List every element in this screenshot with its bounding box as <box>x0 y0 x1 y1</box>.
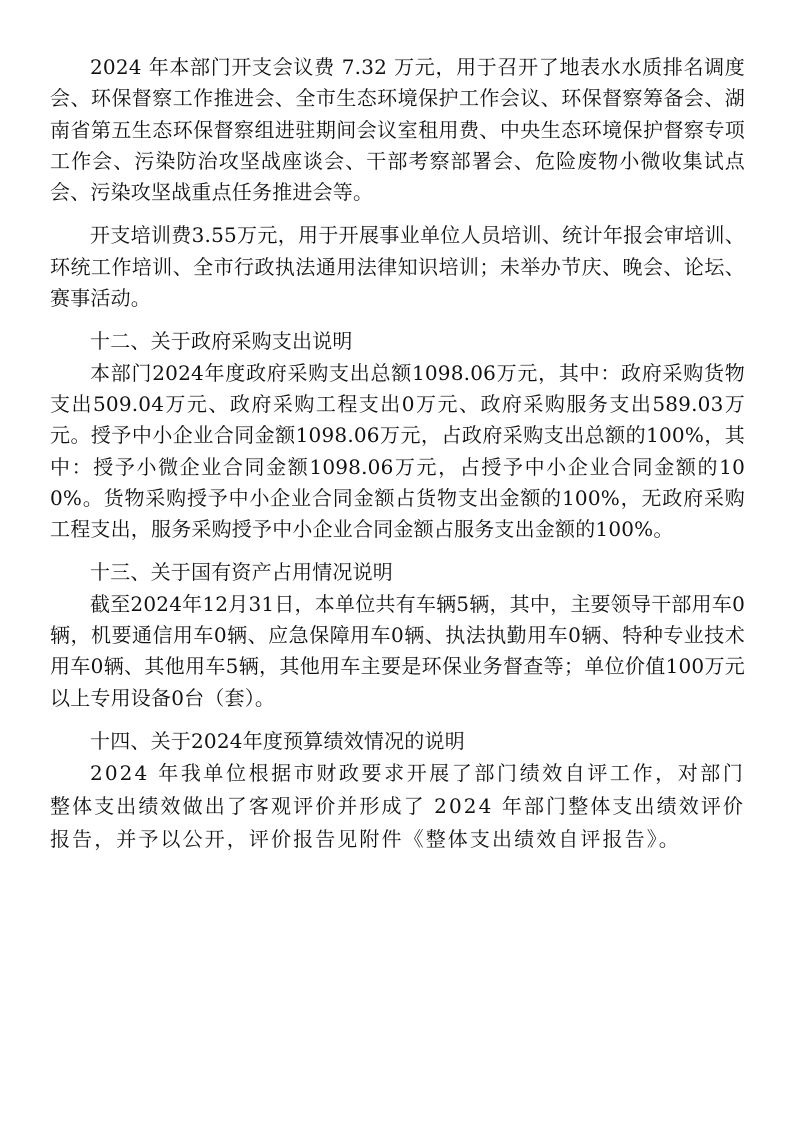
state-assets-paragraph: 截至2024年12月31日，本单位共有车辆5辆，其中，主要领导干部用车0辆，机要通信用车0辆、应急保障用车0辆、执法执勤用车0辆、特种专业技术用车0辆、其他用车5辆，其他用车主要是环保业务督查等；单位价值100万元以上专用设备0台（套）。 <box>50 591 745 710</box>
performance-paragraph: 2024 年我单位根据市财政要求开展了部门绩效自评工作，对部门整体支出绩效做出了客观评价并形成了 2024 年部门整体支出绩效评价报告，并予以公开，评价报告见附件《整体支出绩效自评报告》。 <box>50 761 746 852</box>
meeting-expense-paragraph: 2024 年本部门开支会议费 7.32 万元，用于召开了地表水水质排名调度会、环保督察工作推进会、全市生态环境保护工作会议、环保督察筹备会、湖南省第五生态环保督察组进驻期间会议室租用费、中央生态环境保护督察专项工作会、污染防治攻坚战座谈会、干部考察部署会、危险废物小微收集试点会、污染攻坚战重点任务推进会等。 <box>50 55 745 205</box>
section-heading-procurement: 十二、关于政府采购支出说明 <box>90 329 353 354</box>
procurement-paragraph: 本部门2024年度政府采购支出总额1098.06万元，其中：政府采购货物支出509.04万元、政府采购工程支出0万元、政府采购服务支出589.03万元。授予中小企业合同金额1098.06万元，占政府采购支出总额的100%，其中：授予小微企业合同金额1098.06万元，占授予中小企业合同金额的100%。货物采购授予中小企业合同金额占货物支出金额的100%，无政府采购工程支出，服务采购授予中小企业合同金额占服务支出金额的100%。 <box>50 360 745 542</box>
section-heading-performance: 十四、关于2024年度预算绩效情况的说明 <box>90 728 465 753</box>
training-expense-paragraph: 开支培训费3.55万元，用于开展事业单位人员培训、统计年报会审培训、环统工作培训、全市行政执法通用法律知识培训；未举办节庆、晚会、论坛、赛事活动。 <box>50 223 745 311</box>
section-heading-state-assets: 十三、关于国有资产占用情况说明 <box>90 560 393 585</box>
document-page <box>50 52 745 856</box>
